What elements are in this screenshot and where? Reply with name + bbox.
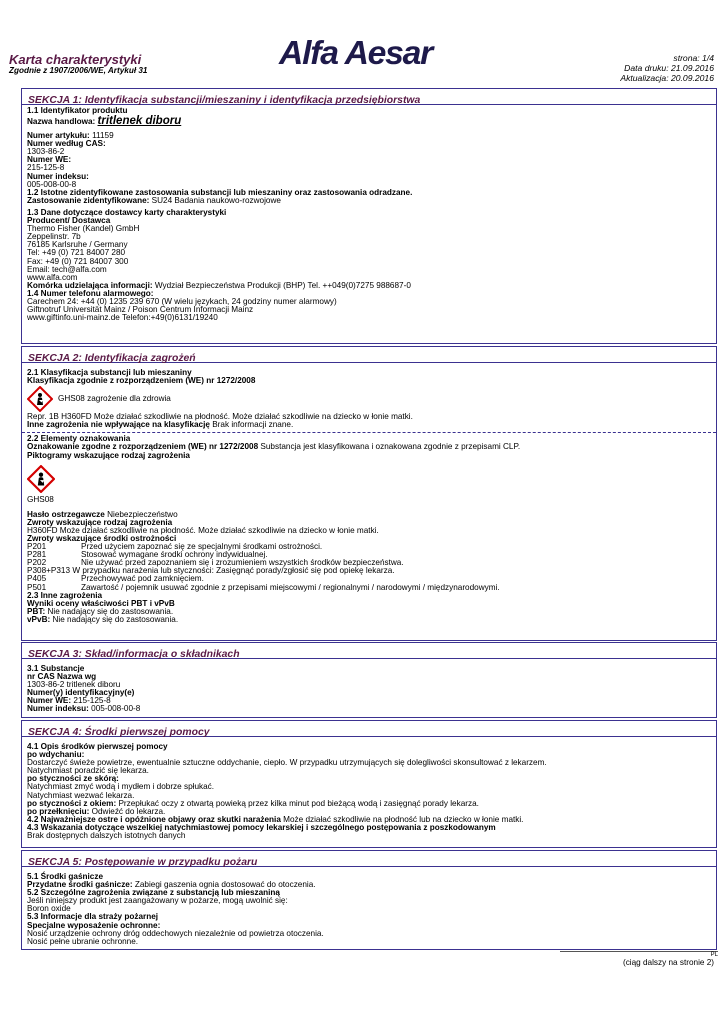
address-line: www.alfa.com: [27, 272, 78, 282]
ghs08-text: GHS08 zagrożenie dla zdrowia: [58, 394, 171, 404]
we-value: 215-125-8: [27, 163, 65, 173]
document-subtitle: Zgodnie z 1907/2006/WE, Artykuł 31: [9, 66, 148, 75]
index-row: [27, 705, 711, 713]
subheading-2-1: 2.1 Klasyfikacja substancji lub mieszaniny: [27, 368, 192, 377]
subheading-2-3: 2.3 Inne zagrożenia: [27, 590, 103, 600]
info-label: Komórka udzielająca informacji:: [27, 280, 153, 290]
fire-hazard-text: Boron oxide: [27, 904, 71, 914]
ghs08-classification-row: [27, 385, 711, 413]
vpvb-row: [27, 616, 711, 624]
print-date: Data druku: 21.09.2016: [624, 63, 714, 73]
ghs08-health-hazard-icon: [27, 465, 55, 493]
section-3-title: SEKCJA 3: Skład/informacja o składnikach: [28, 649, 240, 660]
identification-numbers-label: Numer(y) identyfikacyjny(e): [27, 688, 135, 698]
ghs08-caption: GHS08: [27, 494, 54, 504]
pictogram-label: Piktogramy wskazujące rodzaj zagrożenia: [27, 450, 190, 460]
address-line: Thermo Fisher (Kandel) GmbH: [27, 224, 140, 234]
article-label: Numer artykułu:: [27, 131, 90, 141]
precaution-code: P501: [27, 582, 47, 592]
section-4-title: SEKCJA 4: Środki pierwszej pomocy: [28, 727, 210, 738]
header-meta: [620, 53, 714, 83]
section-1-body: [22, 105, 716, 322]
use-label: Zastosowanie zidentyfikowane:: [27, 195, 150, 205]
extinguishing-value: Zabiegi gaszenia ognia dostosować do otoczenia.: [134, 880, 316, 890]
subheading-4-3: 4.3 Wskazania dotyczące wszelkiej natychmiastowej pomocy lekarskiej i szczególnego postępowania z poszkodowanym: [27, 822, 496, 832]
cas-name-value: 1303-86-2 tritlenek diboru: [27, 680, 121, 690]
ghs08-pictogram: [27, 465, 711, 495]
precaution-text: Przed użyciem zapoznać się ze specjalnymi środkami ostrożności.: [81, 542, 323, 552]
section-5: [21, 850, 717, 950]
section-5-header: [22, 851, 716, 867]
continued-note: (ciąg dalszy na stronie 2): [622, 958, 714, 967]
section-4-header: [22, 721, 716, 737]
page-header: [0, 0, 724, 86]
subheading-1-3: 1.3 Dane dotyczące dostawcy karty charakterystyki: [27, 207, 227, 217]
use-value: SU24 Badania naukowo-rozwojowe: [151, 195, 281, 205]
subheading-5-1: 5.1 Środki gaśnicze: [27, 872, 103, 881]
subheading-1-1: 1.1 Identyfikator produktu: [27, 106, 128, 115]
subheading-1-4: 1.4 Numer telefonu alarmowego:: [27, 288, 154, 298]
precaution-code: P201: [27, 542, 47, 552]
other-hazards-row: [27, 421, 711, 429]
alfa-aesar-logo: Alfa Aesar: [279, 34, 433, 71]
address-line: Email: tech@alfa.com: [27, 264, 107, 274]
article-number-row: [27, 132, 711, 140]
document-title: Karta charakterystyki: [9, 52, 142, 67]
precaution-row: [27, 584, 711, 592]
section-2-body: [22, 363, 716, 624]
subheading-1-2: 1.2 Istotne zidentyfikowane zastosowania substancji lub mieszaniny oraz zastosowania odradzane.: [27, 187, 413, 197]
info-value: Wydział Bezpieczeństwa Produkcji (BHP) Tel. ++049(0)7275 988687-0: [154, 280, 411, 290]
subheading-4-2: 4.2 Najważniejsze ostre i opóźnione objawy oraz skutki narażenia: [27, 814, 281, 824]
emergency-line: www.giftinfo.uni-mainz.de Telefon:+49(0)6131/19240: [27, 313, 218, 323]
precaution-text: Nie używać przed zapoznaniem się i zrozumieniem wszystkich środków bezpieczeństwa.: [81, 558, 404, 568]
section-5-title: SEKCJA 5: Postępowanie w przypadku pożaru: [28, 857, 258, 868]
address-line: 76185 Karlsruhe / Germany: [27, 240, 128, 250]
skin-label: po styczności ze skórą:: [27, 774, 119, 784]
subheading-2-2: 2.2 Elementy oznakowania: [27, 434, 131, 444]
eye-value: Przepłukać oczy z otwartą powieką przez kilka minut pod bieżącą wodą i zasięgnąć porady lekarza.: [118, 798, 479, 808]
precaution-code: P281: [27, 550, 47, 560]
pbt-value: Nie nadający się do zastosowania.: [47, 606, 174, 616]
precautionary-label: Zwroty wskazujące środki ostrożności: [27, 533, 177, 543]
cas-name-label: nr CAS Nazwa wg: [27, 672, 97, 682]
article-value: 11159: [92, 131, 114, 141]
subheading-5-2: 5.2 Szczególne zagrożenia związane z substancją lub mieszaniną: [27, 888, 280, 898]
section-1-title: SEKCJA 1: Identyfikacja substancji/mieszaniny i identyfikacja przedsiębiorstwa: [28, 95, 421, 106]
ppe-text: Nosić pełne ubranie ochronne.: [27, 936, 139, 946]
fire-hazard-text: Jeśli niniejszy produkt jest zaangażowany w pożarze, mogą uwolnić się:: [27, 896, 288, 906]
section-3: [21, 642, 717, 718]
section-2-title: SEKCJA 2: Identyfikacja zagrożeń: [28, 353, 196, 364]
extinguishing-label: Przydatne środki gaśnicze:: [27, 880, 133, 890]
producer-label: Producent/ Dostawca: [27, 216, 111, 226]
inhalation-label: po wdychaniu:: [27, 750, 85, 760]
section-4-body: [22, 737, 716, 840]
emergency-line: Giftnotruf Universität Mainz / Poison Centrum Informacji Mainz: [27, 305, 254, 315]
section-2-header: [22, 347, 716, 363]
vpvb-value: Nie nadający się do zastosowania.: [52, 614, 179, 624]
trade-name-label: Nazwa handlowa:: [27, 117, 96, 127]
ppe-text: Nosić urządzenie ochrony dróg oddechowych niezależnie od powietrza otoczenia.: [27, 928, 324, 938]
skin-text: Natychmiast zmyć wodą i mydłem i dobrze spłukać.: [27, 782, 215, 792]
labelling-label: Oznakowanie zgodne z rozporządzeniem (WE) nr 1272/2008: [27, 442, 259, 452]
section-1-header: [22, 89, 716, 105]
classification-label: Klasyfikacja zgodnie z rozporządzeniem (WE) nr 1272/2008: [27, 376, 256, 386]
precaution-text: Stosować wymagane środki ochrony indywidualnej.: [81, 550, 268, 560]
symptoms-value: Może działać szkodliwie na płodność lub na dziecko w łonie matki.: [283, 814, 524, 824]
section-4: [21, 720, 717, 848]
ghs08-health-hazard-icon: [27, 386, 53, 412]
index-value: 005-008-00-8: [27, 179, 77, 189]
language-code: PL: [560, 951, 718, 958]
identified-use-row: [27, 197, 711, 205]
index-label: Numer indeksu:: [27, 704, 89, 714]
other-hazards-value: Brak informacji znane.: [212, 420, 294, 430]
swallow-value: Odwieźć do lekarza.: [91, 806, 166, 816]
address-line: Zeppelinstr. 7b: [27, 232, 81, 242]
subheading-4-1: 4.1 Opis środków pierwszej pomocy: [27, 742, 168, 751]
precaution-text: Zawartość / pojemnik usuwać zgodnie z przepisami miejscowymi / regionalnymi / narodowymi / międzynarodowymi.: [81, 582, 500, 592]
repr-classification: Repr. 1B H360FD Może działać szkodliwie na płodność. Może działać szkodliwie na dziecko w łonie matki.: [27, 412, 413, 422]
hazard-statements-label: Zwroty wskazujące rodzaj zagrożenia: [27, 517, 173, 527]
precaution-text: Przechowywać pod zamknięciem.: [81, 574, 204, 584]
precaution-code: P308+P313: [27, 566, 71, 576]
medical-attention-value: Brak dostępnych dalszych istotnych danych: [27, 831, 186, 841]
index-value: 005-008-00-8: [91, 704, 141, 714]
we-label: Numer WE:: [27, 155, 72, 165]
update-date: Aktualizacja: 20.09.2016: [620, 73, 714, 83]
pbt-label: PBT:: [27, 606, 46, 616]
trade-name-row: [27, 115, 711, 128]
labelling-value: Substancja jest klasyfikowana i oznakowana zgodnie z przepisami CLP.: [260, 442, 521, 452]
precaution-code: P405: [27, 574, 47, 584]
skin-text: Natychmiast wezwać lekarza.: [27, 790, 135, 800]
subheading-3-1: 3.1 Substancje: [27, 664, 85, 673]
section-3-header: [22, 643, 716, 659]
emergency-line: Carechem 24: +44 (0) 1235 239 670 (W wielu językach, 24 godziny numer alarmowy): [27, 296, 337, 306]
we-value: 215-125-8: [73, 696, 111, 706]
page-number: strona: 1/4: [673, 53, 714, 63]
ppe-label: Specjalne wyposażenie ochronne:: [27, 920, 161, 930]
precaution-text: W przypadku narażenia lub styczności: Zasięgnąć porady/zgłosić się pod opiekę lekarza.: [72, 566, 395, 576]
section-1: [21, 88, 717, 344]
other-hazards-label: Inne zagrożenia nie wpływające na klasyfikację: [27, 420, 210, 430]
index-label: Numer indeksu:: [27, 171, 89, 181]
cas-value: 1303-86-2: [27, 147, 65, 157]
eye-label: po styczności z okiem:: [27, 798, 117, 808]
inhalation-text: Natychmiast poradzić się lekarza.: [27, 766, 149, 776]
inhalation-text: Dostarczyć świeże powietrze, ewentualnie sztuczne oddychanie, ciepło. W przypadku utrzymujących się dolegliwości skonsultować z lekarzem.: [27, 758, 547, 768]
signal-word-label: Hasło ostrzegawcze: [27, 509, 105, 519]
signal-word-value: Niebezpieczeństwo: [107, 509, 178, 519]
address-line: Fax: +49 (0) 721 84007 300: [27, 256, 129, 266]
section-3-body: [22, 659, 716, 714]
trade-name-value: tritlenek diboru: [97, 115, 182, 128]
pbt-heading: Wyniki oceny właściwości PBT i vPvB: [27, 598, 175, 608]
vpvb-label: vPvB:: [27, 614, 51, 624]
subheading-5-3: 5.3 Informacje dla straży pożarnej: [27, 912, 159, 922]
address-line: Tel: +49 (0) 721 84007 280: [27, 248, 126, 258]
precaution-code: P202: [27, 558, 47, 568]
section-divider: [22, 432, 716, 433]
section-5-body: [22, 867, 716, 946]
hazard-statement: H360FD Może działać szkodliwie na płodność. Może działać szkodliwie na dziecko w łonie matki.: [27, 525, 379, 535]
section-2: [21, 346, 717, 641]
cas-label: Numer według CAS:: [27, 139, 106, 149]
we-label: Numer WE:: [27, 696, 72, 706]
swallow-label: po przełknięciu:: [27, 806, 90, 816]
